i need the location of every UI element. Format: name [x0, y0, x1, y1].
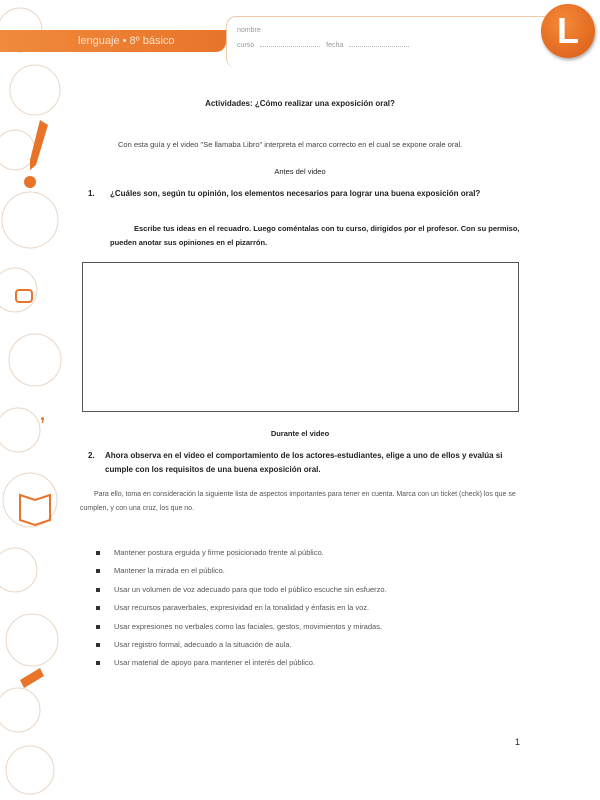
student-info-box	[226, 16, 556, 68]
section-during-video: Durante el video	[270, 429, 330, 438]
checklist-item[interactable]: Mantener la mirada en el público.	[96, 566, 225, 575]
name-label: nombre	[237, 27, 261, 34]
decorative-swirls	[0, 0, 70, 800]
checklist-item[interactable]: Usar expresiones no verbales como las faciales, gestos, movimientos y miradas.	[96, 622, 382, 631]
trumpet-icon	[20, 668, 44, 688]
question-1: ¿Cuáles son, según tu opinión, los elementos necesarios para lograr una buena exposición oral?	[110, 189, 481, 198]
checklist-item[interactable]: Mantener postura erguida y firme posicionado frente al público.	[96, 548, 324, 557]
pencil-icon	[30, 120, 48, 170]
subject-banner: lenguaje • 8º básico	[0, 30, 226, 52]
course-label: curso	[237, 42, 255, 49]
question-2: Ahora observa en el video el comportamiento de los actores-estudiantes, elige a uno de ellos y evalúa si cumple con los requisitos de una buena exposición oral.	[105, 451, 503, 474]
svg-text:,: ,	[40, 404, 46, 424]
date-field[interactable]	[349, 46, 409, 47]
answer-box[interactable]	[82, 262, 519, 412]
question-number: 1.	[88, 189, 95, 198]
course-field[interactable]	[260, 46, 320, 47]
date-label: fecha	[326, 42, 344, 49]
question-number: 2.	[88, 451, 95, 460]
book-icon	[20, 495, 50, 525]
bell-icon	[24, 176, 36, 188]
instruction-2: Para ello, toma en consideración la siguiente lista de aspectos importantes para tener en cuenta. Marca con un ticket (check) los que se cumplen, y con una cruz, los que no.	[80, 491, 516, 512]
speech-icon	[16, 290, 32, 302]
instruction-1: Escribe tus ideas en el recuadro. Luego coméntalas con tu curso, dirigidos por el profesor. Con su permiso, pueden anotar sus opiniones en el pizarrón.	[110, 224, 520, 247]
section-before-video: Antes del video	[274, 167, 326, 176]
page-number: 1	[515, 737, 521, 747]
intro-paragraph: Con esta guía y el video "Se llamaba Libro" interpreta el marco correcto en el cual se expone orale oral.	[118, 140, 463, 149]
logo-badge: L	[541, 4, 595, 58]
checklist-item[interactable]: Usar un volumen de voz adecuado para que todo el público escuche sin esfuerzo.	[96, 585, 387, 594]
checklist-item[interactable]: Usar registro formal, adecuado a la situación de aula.	[96, 640, 292, 649]
checklist-item[interactable]: Usar material de apoyo para mantener el interés del público.	[96, 658, 315, 667]
checklist-item[interactable]: Usar recursos paraverbales, expresividad en la tonalidad y énfasis en la voz.	[96, 603, 369, 612]
page-title: Actividades: ¿Cómo realizar una exposición oral?	[205, 99, 395, 108]
